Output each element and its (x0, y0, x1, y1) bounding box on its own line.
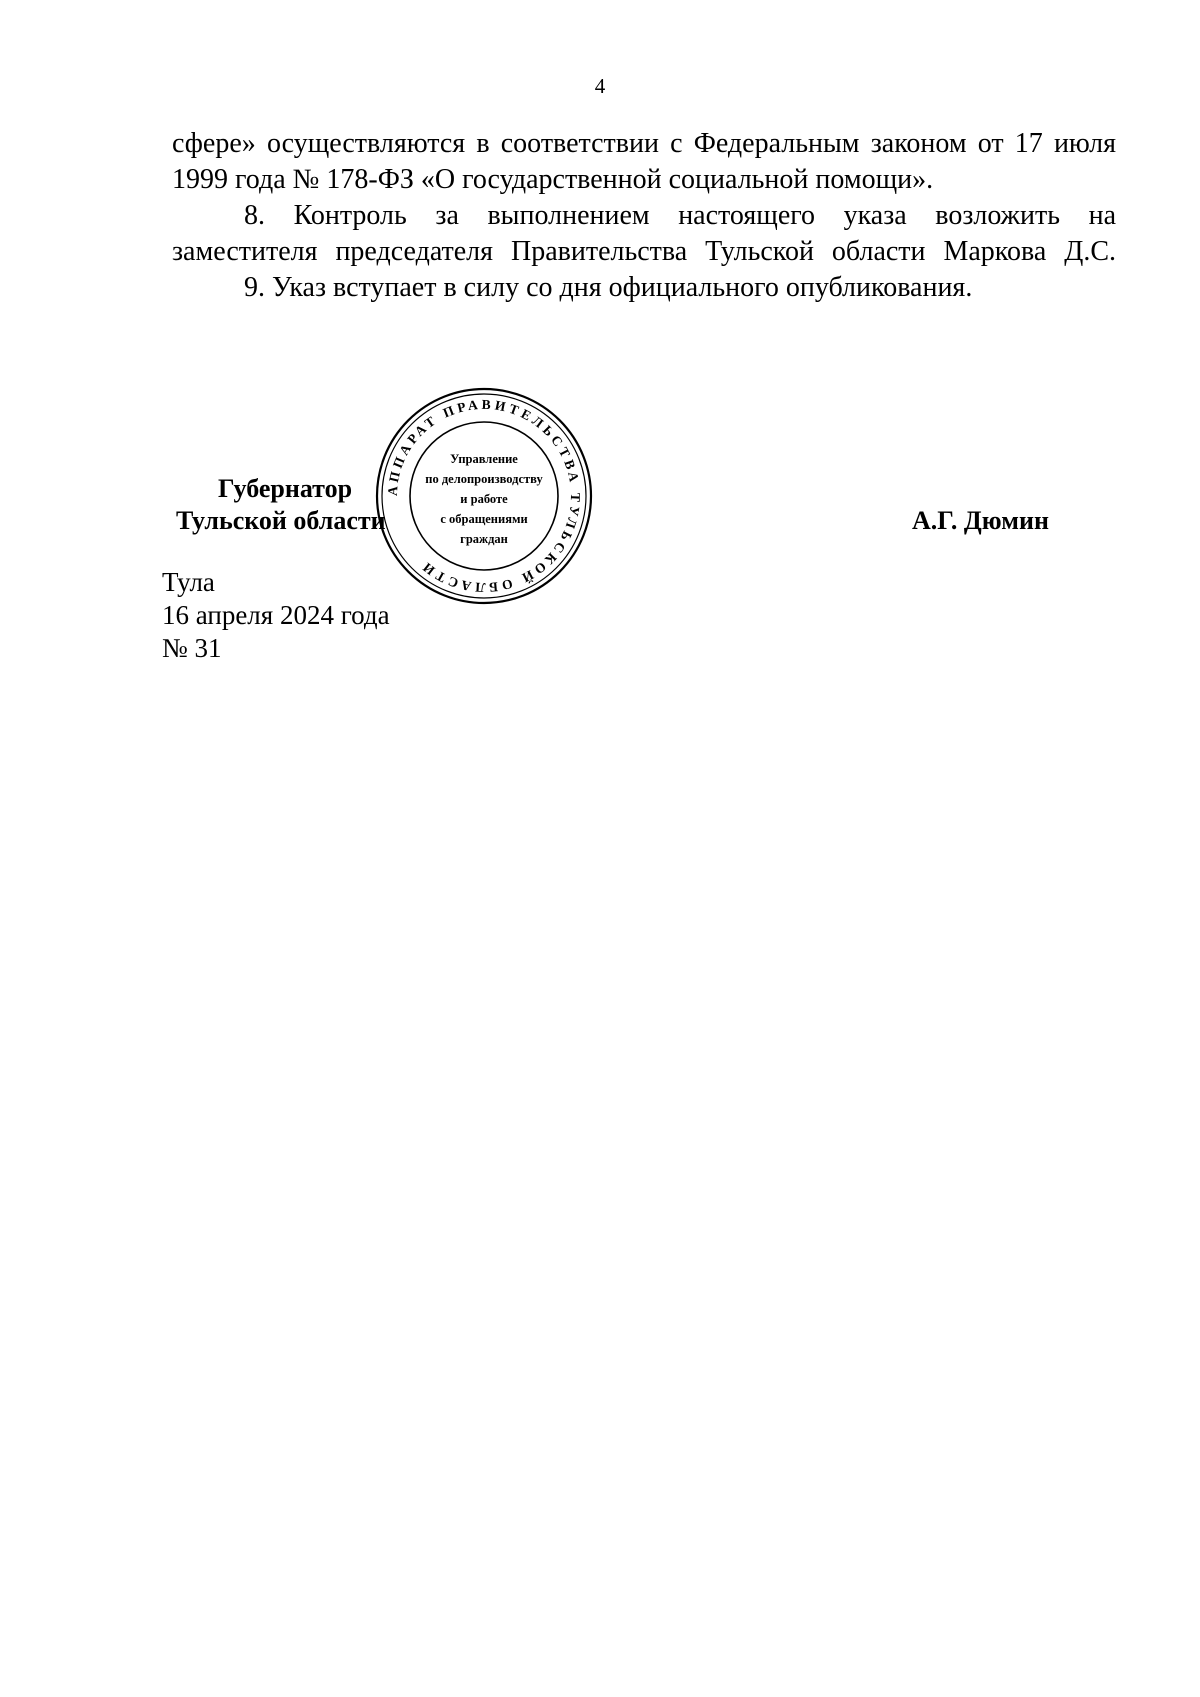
official-seal-stamp (373, 385, 595, 607)
seal-center-line3: и работе (460, 492, 508, 506)
seal-center-line5: граждан (460, 532, 508, 546)
issue-city: Тула (162, 567, 215, 597)
seal-center-line2: по делопроизводству (425, 472, 543, 486)
signatory-title-line2: Тульской области (176, 506, 386, 535)
seal-center-line1: Управление (450, 452, 518, 466)
document-number: № 31 (162, 633, 222, 663)
signatory-name: А.Г. Дюмин (912, 506, 1049, 535)
document-meta (162, 566, 390, 665)
seal-ring-text: АППАРАТ ПРАВИТЕЛЬСТВА ТУЛЬСКОЙ ОБЛАСТИ (384, 396, 584, 596)
paragraph-item-9: 9. Указ вступает в силу со дня официального опубликования. (244, 272, 973, 303)
paragraph-item-8: 8. Контроль за выполнением настоящего указа возложить на заместителя председателя Правительства Тульской области Маркова Д.С. (172, 200, 1116, 267)
page-number: 4 (594, 74, 606, 98)
paragraph-continuation: сфере» осуществляются в соответствии с Федеральным законом от 17 июля 1999 года № 178-ФЗ «О государственной социальной помощи». (172, 128, 1116, 195)
issue-date: 16 апреля 2024 года (162, 600, 390, 630)
seal-center-line4: с обращениями (440, 512, 528, 526)
document-body (172, 126, 1116, 306)
signatory-title-line1: Губернатор (218, 474, 353, 503)
